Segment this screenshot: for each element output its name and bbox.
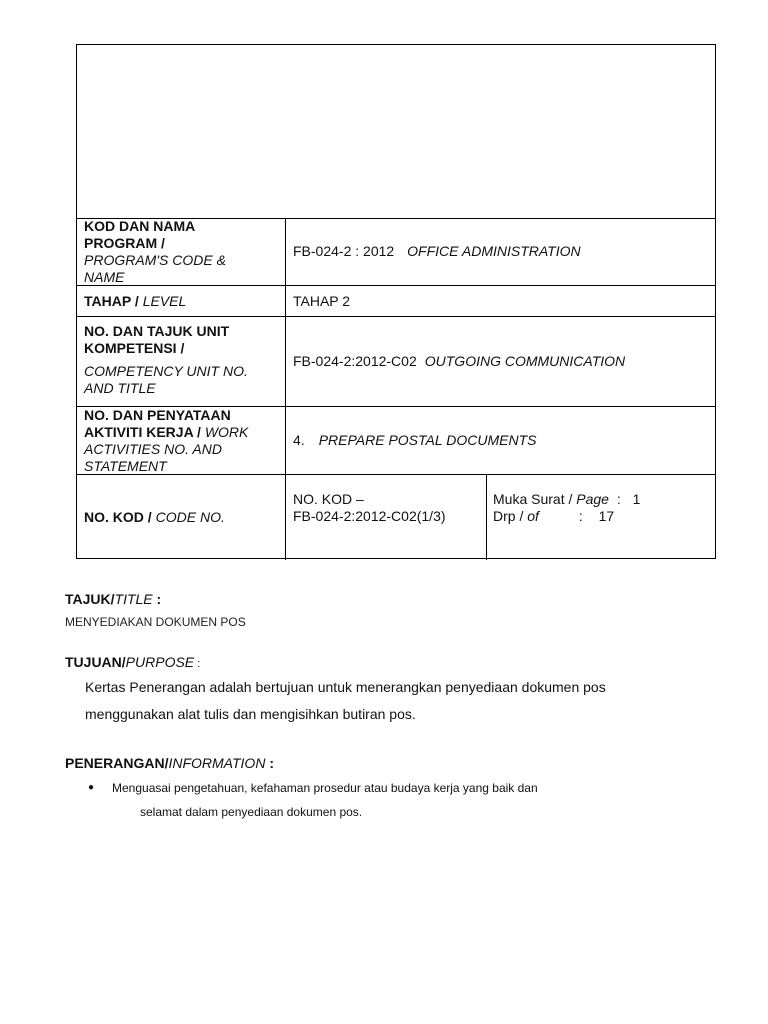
code-label-bold: NO. KOD / — [84, 509, 152, 525]
competency-label-bold-1: NO. DAN TAJUK UNIT — [84, 323, 230, 339]
competency-value-cell — [286, 317, 715, 406]
work-activity-row — [77, 407, 715, 475]
bullet-icon: ● — [88, 782, 95, 793]
page-label: Muka Surat / — [493, 491, 573, 507]
purpose-line-1: Kertas Penerangan adalah bertujuan untuk menerangkan penyediaan dokumen pos — [85, 679, 606, 695]
code-value-line-1: NO. KOD – — [293, 491, 364, 507]
level-value-cell — [286, 286, 715, 316]
level-label-cell — [77, 286, 286, 316]
page-label-italic: Page — [576, 491, 609, 507]
level-label-italic: LEVEL — [142, 292, 187, 309]
of-label: Drp / — [493, 508, 524, 524]
competency-label-cell — [77, 317, 286, 406]
logo-area — [77, 45, 715, 219]
purpose-heading-colon: : — [194, 658, 201, 670]
level-row — [77, 286, 715, 317]
competency-row — [77, 317, 715, 407]
purpose-heading-italic: PURPOSE — [125, 654, 195, 670]
bullet-line-1: Menguasai pengetahuan, kefahaman prosedur atau budaya kerja yang baik dan — [112, 781, 538, 795]
program-label-cell — [77, 218, 286, 285]
code-value-line-2: FB-024-2:2012-C02(1/3) — [293, 508, 446, 524]
page-number: 1 — [632, 491, 641, 507]
page-info-cell — [487, 475, 715, 560]
code-value-cell — [286, 475, 487, 560]
information-heading — [65, 755, 274, 772]
code-label-italic: CODE NO. — [155, 509, 225, 525]
competency-label-italic-1: COMPETENCY UNIT NO. — [84, 363, 248, 379]
work-activity-label-italic-3: ACTIVITIES NO. AND — [84, 441, 222, 457]
title-heading-colon: : — [152, 591, 162, 607]
title-heading — [65, 591, 161, 608]
competency-title: OUTGOING COMMUNICATION — [424, 353, 626, 369]
title-heading-bold: TAJUK/ — [65, 591, 115, 607]
level-value: TAHAP 2 — [293, 292, 351, 309]
program-code: FB-024-2 : 2012 — [293, 243, 395, 259]
information-heading-colon: : — [265, 755, 274, 771]
competency-label-bold-2: KOMPETENSI / — [84, 340, 185, 356]
purpose-heading — [65, 654, 200, 673]
competency-code: FB-024-2:2012-C02 — [293, 353, 417, 369]
work-activity-number: 4. — [293, 432, 305, 448]
purpose-paragraph — [85, 674, 725, 728]
information-heading-bold: PENERANGAN/ — [65, 755, 169, 771]
page-separator: : — [616, 491, 621, 507]
program-name: OFFICE ADMINISTRATION — [407, 243, 581, 259]
program-label-bold-1: KOD DAN NAMA — [84, 218, 196, 234]
bullet-line-2: selamat dalam penyediaan dokumen pos. — [140, 805, 363, 819]
work-activity-label-italic-4: STATEMENT — [84, 458, 167, 474]
program-label-italic-1: PROGRAM'S CODE & — [84, 252, 226, 268]
code-label-cell — [77, 475, 286, 560]
title-heading-italic: TITLE — [114, 591, 153, 607]
work-activity-value-cell — [286, 407, 715, 474]
title-text: MENYEDIAKAN DOKUMEN POS — [65, 615, 246, 629]
program-row — [77, 218, 715, 286]
purpose-heading-bold: TUJUAN/ — [65, 654, 126, 670]
work-activity-label-italic-2: WORK — [204, 424, 249, 440]
header-table — [76, 44, 716, 559]
information-heading-italic: INFORMATION — [168, 755, 266, 771]
of-separator: : — [578, 508, 583, 524]
of-label-italic: of — [527, 508, 539, 524]
total-pages: 17 — [598, 508, 615, 524]
work-activity-label-bold-1: NO. DAN PENYATAAN — [84, 407, 231, 423]
work-activity-label-cell — [77, 407, 286, 474]
code-row — [77, 475, 715, 560]
purpose-line-2: menggunakan alat tulis dan mengisihkan butiran pos. — [85, 706, 416, 722]
level-label-bold: TAHAP / — [84, 292, 139, 309]
work-activity-label-bold-2: AKTIVITI KERJA / — [84, 424, 201, 440]
program-label-bold-2: PROGRAM / — [84, 235, 165, 251]
program-value-cell — [286, 218, 715, 285]
work-activity-text: PREPARE POSTAL DOCUMENTS — [318, 432, 537, 448]
program-label-italic-2: NAME — [84, 269, 125, 285]
competency-label-italic-2: AND TITLE — [84, 380, 156, 396]
